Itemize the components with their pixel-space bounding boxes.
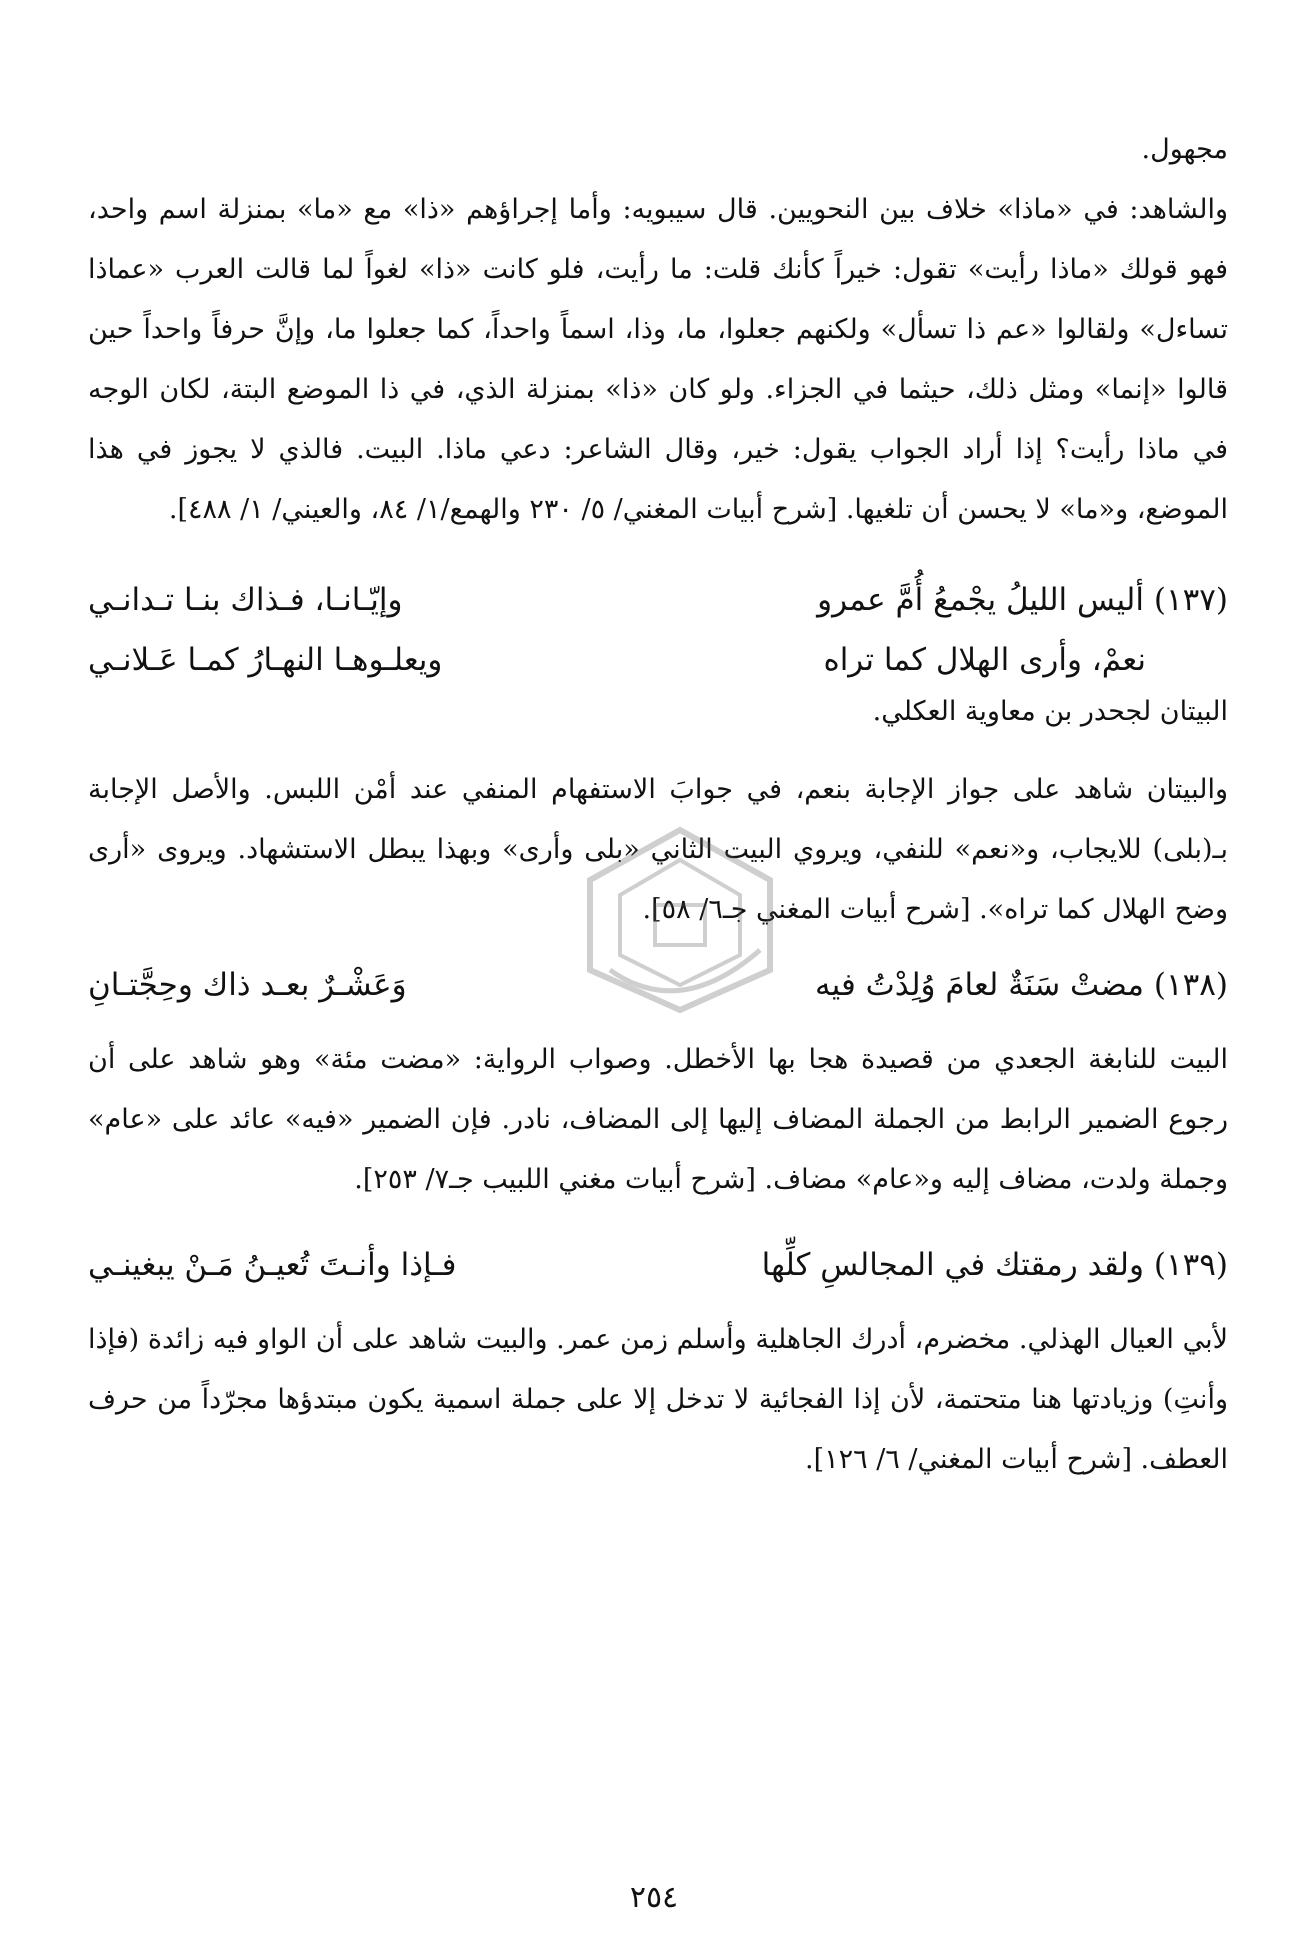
- verse-137-hemistich-1: أليس الليلُ يجْمعُ أُمَّ عمرو: [817, 582, 1144, 618]
- verse-139-line: [88, 1235, 1228, 1295]
- page-number: ٢٥٤: [629, 1880, 679, 1915]
- verse-138: [88, 955, 1228, 1015]
- verse-138-number: (١٣٨): [1153, 967, 1228, 1003]
- commentary-paragraph-138: البيت للنابغة الجعدي من قصيدة هجا بها الأخطل. وصواب الرواية: «مضت مئة» وهو شاهد على أن رجوع الضمير الرابط من الجملة المضاف إليها إلى المضاف، نادر. فإن الضمير «فيه» عائد على «عام» وجملة ولدت، مضاف إليه و«عام» مضاف. [شرح أبيات مغني اللبيب جـ٧/ ٢٥٣].: [88, 1044, 1228, 1195]
- verse-138-hemistich-2: وَعَشْـرٌ بعـد ذاك وحِجَّتـانِ: [88, 967, 407, 1003]
- verse-138-hemistich-1: مضتْ سَنَةٌ لعامَ وُلِدْتُ فيه: [814, 967, 1144, 1003]
- verse-139-number: (١٣٩): [1153, 1247, 1228, 1283]
- verse-137-line-2: [88, 630, 1228, 690]
- verse-137-line-1-right: [817, 570, 1228, 630]
- continued-fragment: مجهول.: [1141, 134, 1228, 165]
- verse-138-line: [88, 955, 1228, 1015]
- attribution-137: البيتان لجحدر بن معاوية العكلي.: [872, 696, 1228, 727]
- verse-139: [88, 1235, 1228, 1295]
- verse-139-hemistich-1: ولقد رمقتك في المجالسِ كلِّها: [761, 1247, 1144, 1283]
- verse-139-right: [762, 1235, 1228, 1295]
- verse-138-right: [815, 955, 1228, 1015]
- book-page: [88, 0, 1228, 1933]
- commentary-paragraph-1: والشاهد: في «ماذا» خلاف بين النحويين. قال سيبويه: وأما إجراؤهم «ذا» مع «ما» بمنزلة اسم واحد، فهو قولك «ماذا رأيت» تقول: خيراً كأنك قلت: ما رأيت، فلو كانت «ذا» لغواً لما قالت العرب «عماذا تساءل» ولقالوا «عم ذا تسأل» ولكنهم جعلوا، ما، وذا، اسماً واحداً، كما جعلوا ما، وإنَّ حرفاً واحداً حين قالوا «إنما» ومثل ذلك، حيثما في الجزاء. ولو كان «ذا» بمنزلة الذي، في ذا الموضع البتة، لكان الوجه في ماذا رأيت؟ إذا أراد الجواب يقول: خير، وقال الشاعر: دعي ماذا. البيت. فالذي لا يجوز في هذا الموضع، و«ما» لا يحسن أن تلغيها. [شرح أبيات المغني/ ٥/ ٢٣٠ والهمع/١/ ٨٤، والعيني/ ١/ ٤٨٨].: [88, 194, 1228, 525]
- verse-137-hemistich-3: نعمْ، وأرى الهلال كما تراه: [823, 642, 1146, 678]
- commentary-paragraph-137: والبيتان شاهد على جواز الإجابة بنعم، في جوابَ الاستفهام المنفي عند أمْن اللبس. والأصل الإجابة بـ(بلى) للايجاب، و«نعم» للنفي، ويروي البيت الثاني «بلى وأرى» وبهذا يبطل الاستشهاد. ويروى «أرى وضح الهلال كما تراه». [شرح أبيات المغني جـ٦/ ٥٨].: [88, 774, 1228, 925]
- verse-137-number: (١٣٧): [1153, 582, 1228, 618]
- commentary-paragraph-139: لأبي العيال الهذلي. مخضرم، أدرك الجاهلية وأسلم زمن عمر. والبيت شاهد على أن الواو فيه زائدة (فإذا وأنتِ) وزيادتها هنا متحتمة، لأن إذا الفجائية لا تدخل إلا على جملة اسمية يكون مبتدؤها مجرّداً من حرف العطف. [شرح أبيات المغني/ ٦/ ١٢٦].: [88, 1324, 1228, 1475]
- verse-137: [88, 570, 1228, 690]
- verse-139-hemistich-2: فـإذا وأنـتَ تُعيـنُ مَـنْ يبغينـي: [88, 1247, 457, 1283]
- verse-137-line-1: [88, 570, 1228, 630]
- verse-137-hemistich-2: وإيّـانـا، فـذاك بنـا تـدانـي: [88, 582, 403, 618]
- verse-137-hemistich-4: ويعلـوهـا النهـارُ كمـا عَـلانـي: [88, 642, 443, 678]
